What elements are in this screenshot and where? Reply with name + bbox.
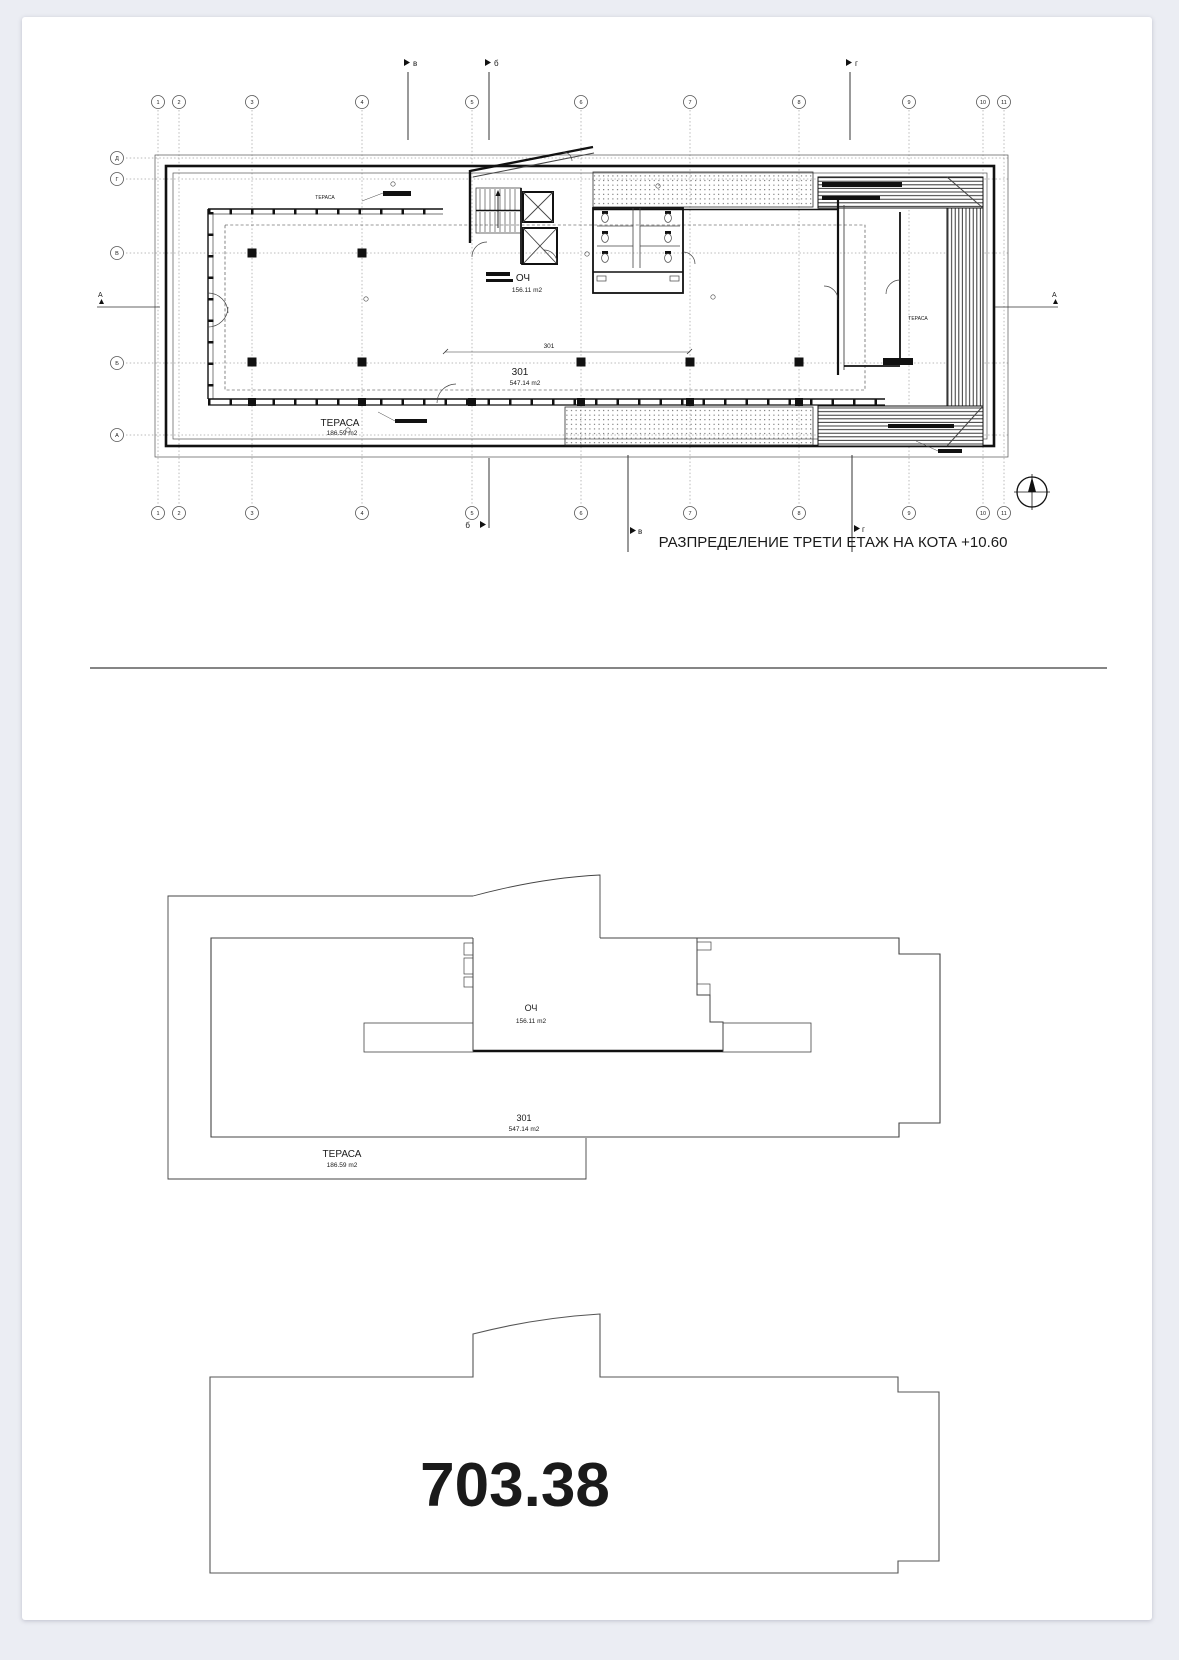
room-area: 547.14 m2 xyxy=(509,380,541,387)
plan-caption: РАЗПРЕДЕЛЕНИЕ ТРЕТИ ЕТАЖ НА КОТА +10.60 xyxy=(658,534,1008,551)
grid-bubble-label: 6 xyxy=(579,100,583,106)
grid-bubble-label: 9 xyxy=(907,100,911,106)
section-label: б xyxy=(494,59,499,68)
grid-bubble-label: 4 xyxy=(360,100,364,106)
room-id: ТЕРАСА xyxy=(320,418,360,429)
hatch-terrace-north xyxy=(593,172,813,207)
grid-bubble-label: 5 xyxy=(470,511,474,517)
curtain-wall xyxy=(208,209,885,405)
grid-bubble-label: 11 xyxy=(1001,100,1007,106)
grid-bubble-label: 7 xyxy=(688,100,692,106)
apartment-outline xyxy=(211,938,940,1137)
grid-bubble-label: 1 xyxy=(156,511,160,517)
hatch-terrace-south xyxy=(565,407,813,445)
wc-block xyxy=(593,208,695,293)
total-outline xyxy=(210,1314,939,1573)
section-label: г xyxy=(855,59,858,68)
grid-bubble-label: 6 xyxy=(579,511,583,517)
grid-bubble-label: 10 xyxy=(979,511,987,517)
louver-band-top xyxy=(818,177,983,208)
grid-bubble-label: А xyxy=(115,433,119,439)
section-label: А xyxy=(1052,292,1057,299)
louver-band-right xyxy=(947,208,983,406)
grid-bubble-label: Д xyxy=(115,156,119,162)
sink xyxy=(670,276,679,281)
core-outline xyxy=(464,938,723,1051)
sink xyxy=(597,276,606,281)
north-arrow-icon xyxy=(1014,474,1050,510)
section-label: г xyxy=(862,525,865,534)
structural-grid xyxy=(111,96,1011,520)
grid-bubble-label: 5 xyxy=(470,100,474,106)
doors xyxy=(208,293,456,403)
grid-bubble-label: 8 xyxy=(797,100,801,106)
beam-bar xyxy=(822,182,902,187)
grid-bubble-label: 3 xyxy=(250,511,254,517)
room-id: ОЧ xyxy=(515,273,531,284)
beam-bar xyxy=(888,424,954,428)
east-wing xyxy=(723,1023,811,1052)
grid-bubble-label: 1 xyxy=(156,100,160,106)
grid-bubble-label: Г xyxy=(115,177,119,183)
room-id: ТЕРАСА xyxy=(322,1149,362,1160)
room-area: 186.59 m2 xyxy=(326,1162,358,1169)
grid-bubble-label: 2 xyxy=(177,511,181,517)
room-area: 156.11 m2 xyxy=(511,287,543,294)
section-label: в xyxy=(413,59,418,68)
detailed-plan xyxy=(97,59,1058,552)
section-label: в xyxy=(638,527,643,536)
grid-bubble-label: 7 xyxy=(688,511,692,517)
terrace-small-label: ТЕРАСА xyxy=(315,195,335,201)
section-marks xyxy=(97,59,1058,552)
grid-bubble-label: 4 xyxy=(360,511,364,517)
grid-bubble-label: В xyxy=(115,251,119,257)
grid-bubble-label: 3 xyxy=(250,100,254,106)
terrace-small-label: ТЕРАСА xyxy=(908,316,928,322)
room-area: 186.59 m2 xyxy=(326,430,358,437)
west-wing xyxy=(364,1023,473,1052)
section-label: б xyxy=(465,521,470,530)
room-id: ОЧ xyxy=(524,1003,538,1013)
outline-plan xyxy=(168,875,940,1179)
grid-bubble-label: 9 xyxy=(907,511,911,517)
dim-text: 301 xyxy=(543,343,555,350)
room-area: 547.14 m2 xyxy=(508,1126,540,1133)
toilet-fixtures xyxy=(602,211,672,262)
total-area-value: 703.38 xyxy=(420,1451,610,1520)
grid-bubble-label: 2 xyxy=(177,100,181,106)
grid-bubble-label: 8 xyxy=(797,511,801,517)
entry-court-curve xyxy=(473,875,600,938)
grid-bubble-label: 11 xyxy=(1001,511,1007,517)
dimensions xyxy=(346,182,715,432)
area-plan xyxy=(210,1314,939,1573)
beam-bar xyxy=(822,196,880,200)
section-label: А xyxy=(98,292,103,299)
grid-bubble-label: 10 xyxy=(979,100,987,106)
grid-bubble-label: Б xyxy=(115,361,119,367)
room-id: 301 xyxy=(511,367,529,378)
room-id: 301 xyxy=(516,1113,532,1123)
room-area: 156.11 m2 xyxy=(515,1018,547,1025)
